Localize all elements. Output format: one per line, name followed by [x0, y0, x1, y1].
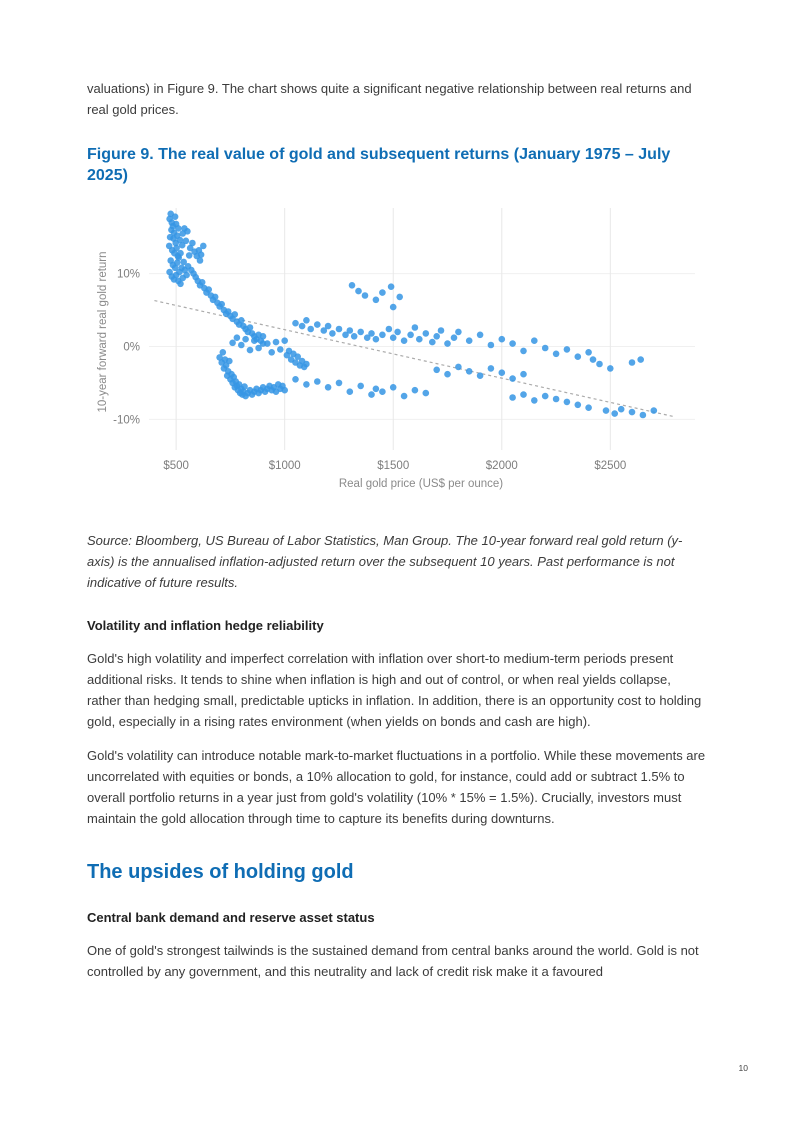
- subheading-central-bank: Central bank demand and reserve asset status: [87, 910, 375, 925]
- subheading-volatility: Volatility and inflation hedge reliability: [87, 618, 324, 633]
- figure-source-note: Source: Bloomberg, US Bureau of Labor Statistics, Man Group. The 10-year forward real gold return (y-axis) is the annualised inflation-adjusted return over the subsequent 10 years. Past performance is not indicative of future results.: [87, 533, 683, 590]
- volatility-paragraph-2: Gold's volatility can introduce notable mark-to-market fluctuations in a portfolio. While these movements are uncorrelated with equities or bonds, a 10% allocation to gold, for instance, could add or subtract 1.5% to overall portfolio returns in a year just from gold's volatility (10% * 15% = 1.5%). Crucially, investors must maintain the gold allocation through time to capture its benefits during downturns.: [87, 748, 706, 826]
- svg-text:$1500: $1500: [377, 460, 410, 472]
- svg-text:$1000: $1000: [268, 460, 301, 472]
- svg-text:$500: $500: [163, 460, 189, 472]
- volatility-paragraph-1: Gold's high volatility and imperfect correlation with inflation over short-to medium-term periods present additional risks. It tends to shine when inflation is high and out of control, or when real yields collapse, rather than hedging small, predictable upticks in inflation. In addition, there is an opportunity cost to holding gold, especially in a rising rates environment (when yields on bonds and cash are high).: [87, 651, 702, 729]
- scatter-plot: [91, 202, 711, 472]
- svg-text:0%: 0%: [123, 341, 140, 354]
- svg-text:$2000: $2000: [485, 460, 518, 472]
- section-heading-upsides: The upsides of holding gold: [87, 861, 354, 883]
- upsides-paragraph-1: One of gold's strongest tailwinds is the sustained demand from central banks around the world. Gold is not controlled by any government, and this neutrality and lack of credit risk make it a favoured: [87, 943, 699, 979]
- y-axis-label: 10-year forward real gold return: [97, 251, 109, 413]
- page-number: 10: [738, 1063, 748, 1073]
- x-axis-label: Real gold price (US$ per ounce): [338, 478, 504, 490]
- figure-chart: [91, 202, 706, 490]
- svg-text:-10%: -10%: [113, 414, 140, 427]
- intro-paragraph: valuations) in Figure 9. The chart shows quite a significant negative relationship between real returns and real gold prices.: [87, 81, 692, 117]
- svg-text:10%: 10%: [116, 268, 140, 281]
- figure-title: Figure 9. The real value of gold and subsequent returns (January 1975 – July 2025): [87, 146, 671, 184]
- svg-text:$2500: $2500: [594, 460, 627, 472]
